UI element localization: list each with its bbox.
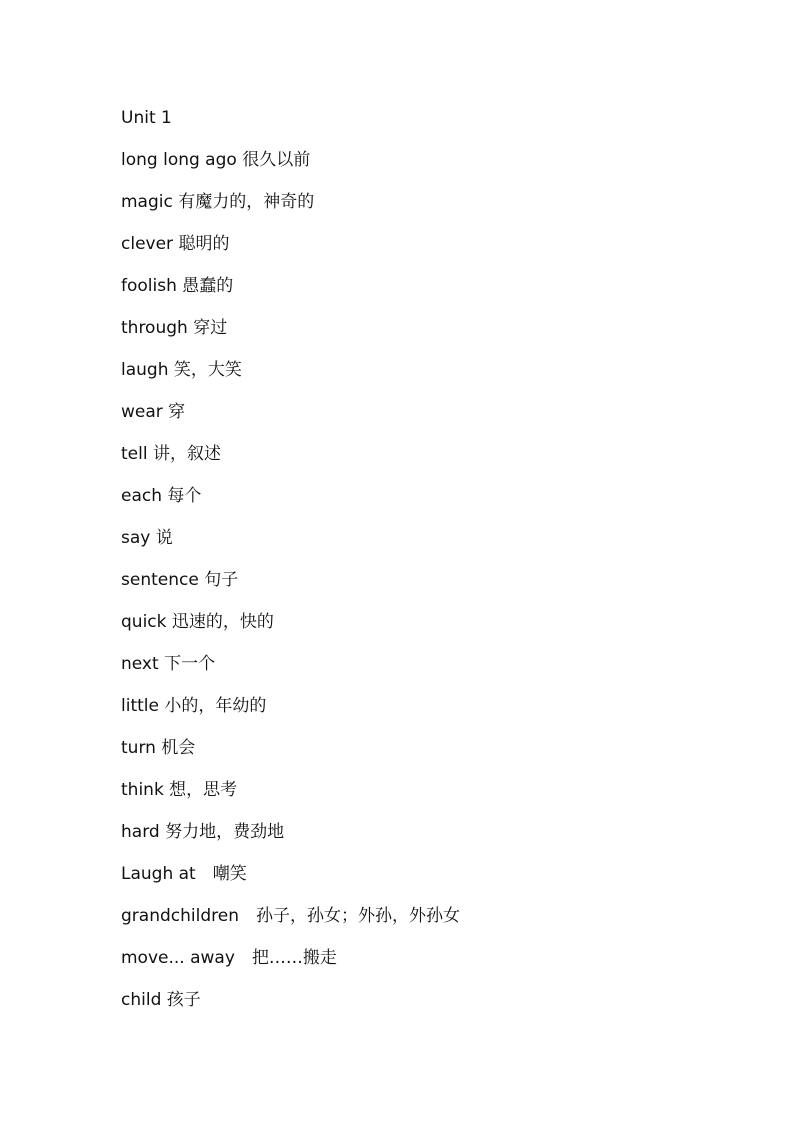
- vocab-entry: quick 迅速的，快的: [121, 612, 274, 632]
- vocab-entry: move... away 把……搬走: [121, 948, 337, 968]
- vocab-entry: wear 穿: [121, 402, 186, 422]
- vocab-entry: next 下一个: [121, 654, 216, 674]
- vocab-entry: say 说: [121, 528, 173, 548]
- vocab-entry: foolish 愚蠢的: [121, 276, 234, 296]
- unit-title: Unit 1: [121, 108, 172, 128]
- vocab-entry: grandchildren 孙子，孙女；外孙，外孙女: [121, 906, 460, 926]
- vocab-entry: magic 有魔力的，神奇的: [121, 192, 315, 212]
- vocab-entry: tell 讲，叙述: [121, 444, 221, 464]
- vocab-entry: hard 努力地，费劲地: [121, 822, 285, 842]
- vocab-entry: laugh 笑，大笑: [121, 360, 242, 380]
- vocab-entry: clever 聪明的: [121, 234, 230, 254]
- vocab-entry: turn 机会: [121, 738, 196, 758]
- vocab-entry: through 穿过: [121, 318, 228, 338]
- vocab-entry: little 小的，年幼的: [121, 696, 267, 716]
- vocabulary-list: [121, 104, 761, 1028]
- vocab-entry: Laugh at 嘲笑: [121, 864, 247, 884]
- vocab-entry: each 每个: [121, 486, 202, 506]
- vocab-entry: child 孩子: [121, 990, 201, 1010]
- vocab-entry: think 想，思考: [121, 780, 238, 800]
- vocab-entry: long long ago 很久以前: [121, 150, 311, 170]
- vocab-entry: sentence 句子: [121, 570, 239, 590]
